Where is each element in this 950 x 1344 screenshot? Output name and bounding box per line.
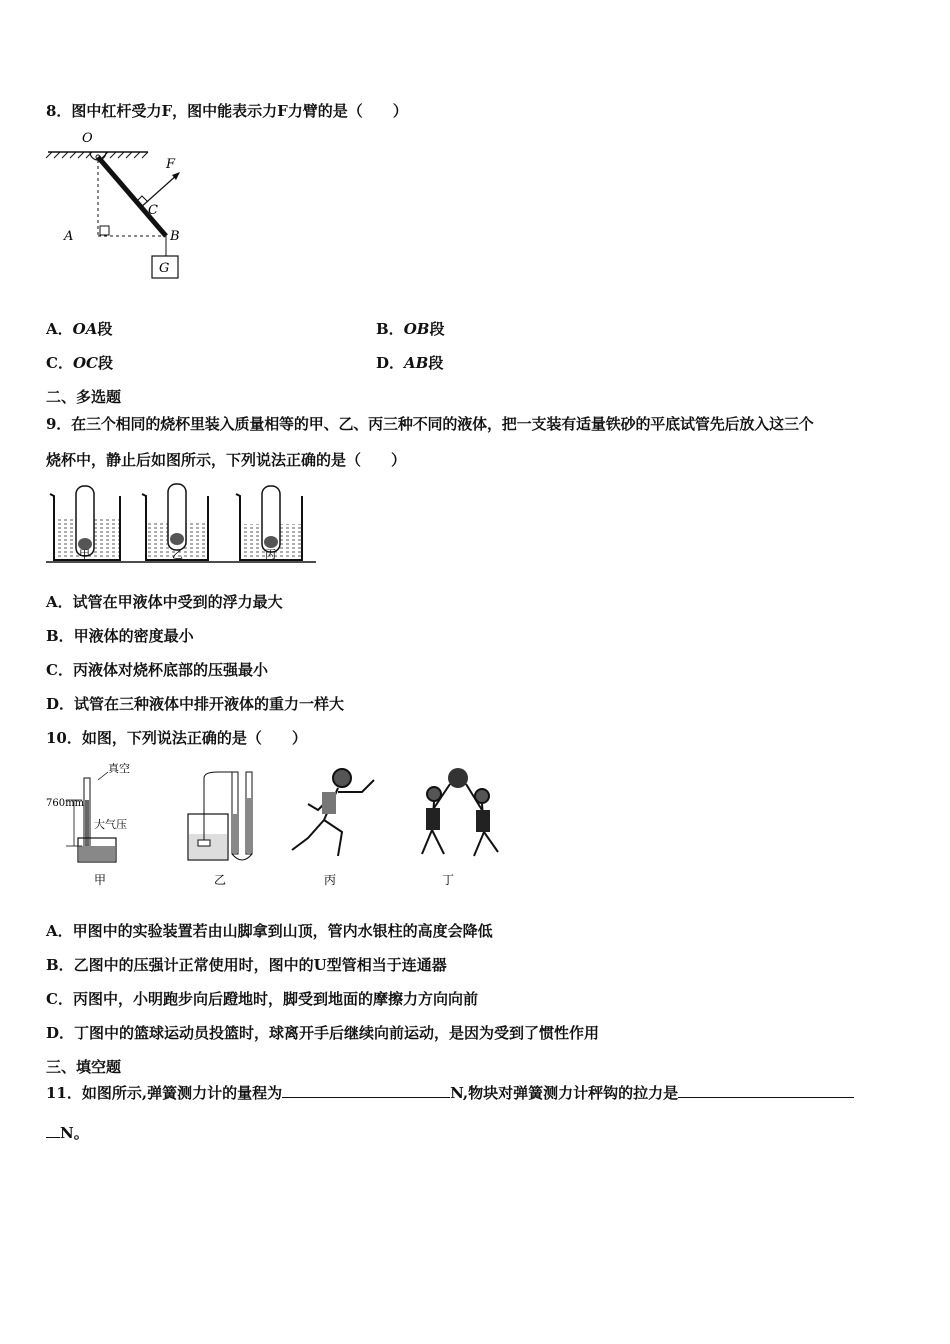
beaker-label-yi: 乙 xyxy=(172,548,183,561)
q8-option-c[interactable]: C．OC段 xyxy=(46,354,113,372)
q9-option-c[interactable]: C．丙液体对烧杯底部的压强最小 xyxy=(46,661,268,679)
q11-line1 xyxy=(46,1083,854,1103)
q10-option-d[interactable]: D．丁图中的篮球运动员投篮时，球离开手后继续向前运动，是因为受到了惯性作用 xyxy=(46,1024,600,1042)
label-ding: 丁 xyxy=(442,873,455,887)
q10-figures xyxy=(46,758,516,890)
label-G: G xyxy=(159,261,170,276)
label-yi: 乙 xyxy=(214,873,227,887)
label-atm: 大气压 xyxy=(94,818,127,831)
label-B: B xyxy=(170,229,180,244)
section-title-fill-in: 三、填空题 xyxy=(46,1058,122,1076)
q9-option-d[interactable]: D．试管在三种液体中排开液体的重力一样大 xyxy=(46,695,345,713)
q11-line2 xyxy=(46,1123,89,1143)
q11-blank-force-cont[interactable] xyxy=(46,1123,60,1138)
q9-stem-line2: 烧杯中，静止后如图所示，下列说法正确的是（ ） xyxy=(46,451,407,469)
q8-stem: 8．图中杠杆受力F，图中能表示力F力臂的是（ ） xyxy=(46,102,408,120)
q9-option-b[interactable]: B．甲液体的密度最小 xyxy=(46,627,194,645)
q10-stem: 10．如图，下列说法正确的是（ ） xyxy=(46,729,307,747)
q11-blank-force[interactable] xyxy=(678,1083,854,1098)
q8-option-a[interactable]: A．OA段 xyxy=(46,320,113,338)
q11-text-part3: N。 xyxy=(60,1124,89,1142)
label-F: F xyxy=(166,157,176,172)
label-O: O xyxy=(82,131,93,146)
label-jia: 甲 xyxy=(94,873,107,887)
label-vacuum: 真空 xyxy=(108,762,130,775)
q8-option-d[interactable]: D．AB段 xyxy=(376,354,444,372)
label-A: A xyxy=(64,229,74,244)
beaker-label-jia: 甲 xyxy=(79,548,90,561)
lever-diagram xyxy=(44,128,194,283)
q9-stem-line1: 9．在三个相同的烧杯里装入质量相等的甲、乙、丙三种不同的液体，把一支装有适量铁砂的平底试管先后放入这三个 xyxy=(46,415,814,433)
q11-text-part2: N,物块对弹簧测力计秤钩的拉力是 xyxy=(450,1084,679,1102)
section-title-multiple-choice: 二、多选题 xyxy=(46,388,122,406)
beaker-label-bing: 丙 xyxy=(265,548,276,561)
label-760mm: 760mm xyxy=(46,798,85,809)
q11-text-part1: 11．如图所示,弹簧测力计的量程为 xyxy=(46,1084,283,1102)
q11-blank-range[interactable] xyxy=(282,1083,450,1098)
q10-option-a[interactable]: A．甲图中的实验装置若由山脚拿到山顶，管内水银柱的高度会降低 xyxy=(46,922,493,940)
q10-option-c[interactable]: C．丙图中，小明跑步向后蹬地时，脚受到地面的摩擦力方向向前 xyxy=(46,990,478,1008)
q10-option-b[interactable]: B．乙图中的压强计正常使用时，图中的U型管相当于连通器 xyxy=(46,956,447,974)
label-bing: 丙 xyxy=(324,873,337,887)
label-C: C xyxy=(148,203,158,218)
q9-option-a[interactable]: A．试管在甲液体中受到的浮力最大 xyxy=(46,593,283,611)
q8-option-b[interactable]: B．OB段 xyxy=(376,320,445,338)
beakers-diagram xyxy=(46,482,316,568)
